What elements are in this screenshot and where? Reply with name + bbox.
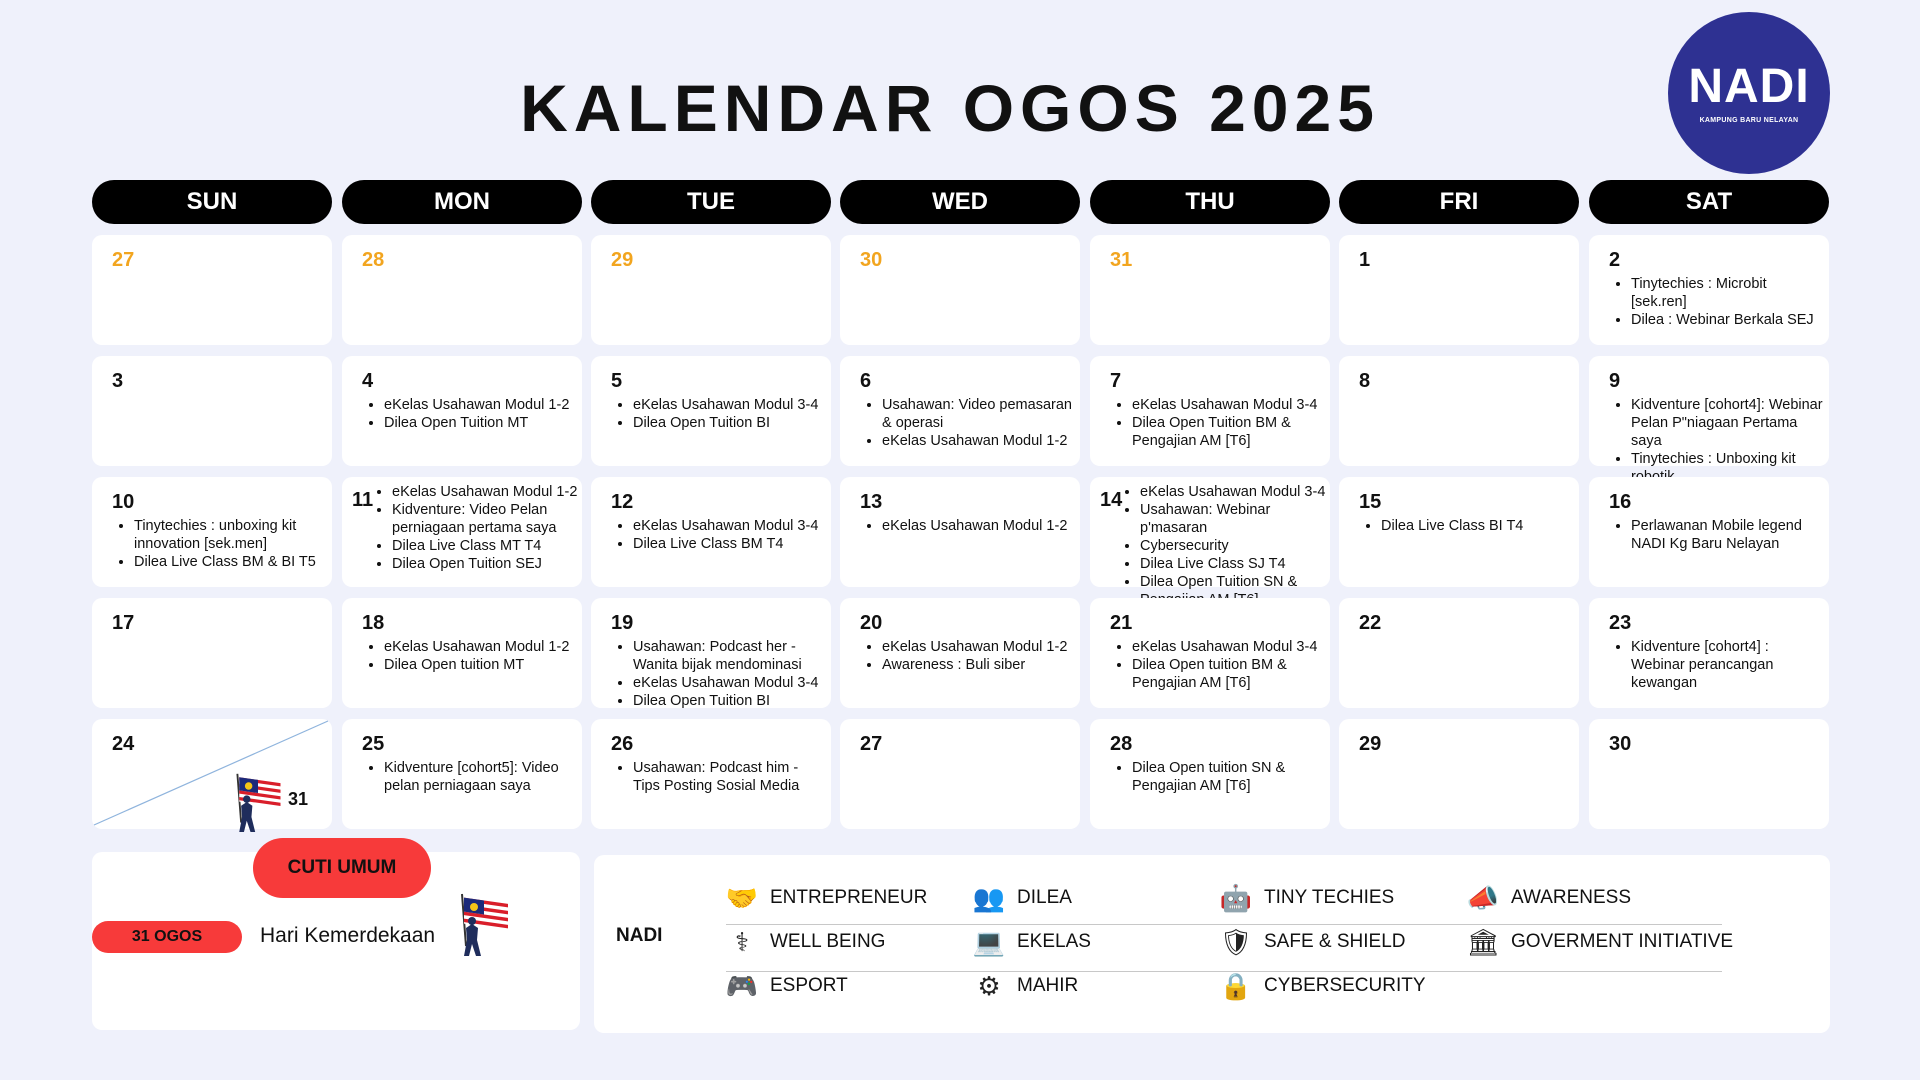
legend-item (1218, 881, 1394, 915)
event-item: • Kidventure [cohort5]: Video pelan perniagaan saya (384, 759, 578, 795)
day-number: 30 (860, 249, 883, 271)
calendar-day-cell[interactable] (342, 356, 582, 466)
event-list (619, 638, 827, 710)
calendar-day-cell[interactable] (1090, 235, 1330, 345)
day-number: 4 (362, 370, 374, 392)
calendar-day-cell[interactable] (591, 719, 831, 829)
event-list (1617, 638, 1825, 692)
day-number: 28 (362, 249, 385, 271)
day-number: 7 (1110, 370, 1122, 392)
event-item: • Dilea Open Tuition SN & (1140, 573, 1326, 609)
day-header-wed: WED (840, 180, 1080, 224)
entrepreneur-icon: 🤝 (725, 882, 759, 913)
event-list (1118, 396, 1326, 450)
event-item: • Dilea Open Tuition BI (633, 414, 827, 432)
day-header-fri: FRI (1339, 180, 1579, 224)
legend-item (724, 969, 848, 1003)
calendar-day-cell[interactable] (840, 598, 1080, 708)
day-number: 28 (1110, 733, 1133, 755)
event-item: • Kidventure [cohort4] : Webinar perancangan kewangan (1631, 638, 1825, 692)
legend-panel (594, 855, 1830, 1033)
legend-label: ESPORT (770, 975, 848, 996)
calendar-day-cell[interactable] (1589, 598, 1829, 708)
event-item: • eKelas Usahawan Modul 1-2 (384, 396, 578, 414)
legend-item (1218, 925, 1406, 959)
day-number: 10 (112, 491, 135, 513)
event-item: • Dilea Live Class BM T4 (633, 535, 827, 553)
calendar-day-cell[interactable] (1339, 356, 1579, 466)
holiday-badge: CUTI UMUM (253, 838, 431, 898)
day-number: 5 (611, 370, 623, 392)
event-list (378, 483, 578, 573)
event-item: • Usahawan: Podcast him - Tips Posting Sosial Media (633, 759, 827, 795)
legend-item (724, 881, 927, 915)
event-list (1118, 638, 1326, 692)
calendar-day-cell[interactable] (1090, 719, 1330, 829)
day-number: 31 (1110, 249, 1133, 271)
calendar-day-cell[interactable] (1589, 356, 1829, 466)
holiday-date-pill: 31 OGOS (92, 921, 242, 953)
legend-item (971, 925, 1091, 959)
calendar-day-cell[interactable] (92, 719, 332, 829)
day-number: 18 (362, 612, 385, 634)
calendar-day-cell[interactable] (92, 477, 332, 587)
event-item: • Dilea Open Tuition BM & Pengajian AM [T6] (1132, 414, 1326, 450)
day-number: 22 (1359, 612, 1382, 634)
calendar-day-cell[interactable] (840, 356, 1080, 466)
event-list (619, 759, 827, 795)
calendar-day-cell[interactable] (92, 235, 332, 345)
government-icon: 🏛 (1466, 926, 1500, 957)
event-item: • Dilea Live Class BI T4 (1381, 517, 1575, 535)
day-number: 6 (860, 370, 872, 392)
legend-label: WELL BEING (770, 931, 886, 952)
day-header-tue: TUE (591, 180, 831, 224)
calendar-day-cell[interactable] (92, 598, 332, 708)
day-number: 3 (112, 370, 124, 392)
ekelas-icon: 💻 (972, 926, 1006, 957)
calendar-day-cell[interactable] (840, 719, 1080, 829)
calendar-day-cell[interactable] (92, 356, 332, 466)
day-number: 29 (1359, 733, 1382, 755)
legend-label: ENTREPRENEUR (770, 887, 928, 908)
day-number: 30 (1609, 733, 1632, 755)
event-item: • Usahawan: Webinar p'masaran (1140, 501, 1326, 537)
event-item: • Dilea Open Tuition BI (633, 692, 827, 710)
event-item: • eKelas Usahawan Modul 1-2 (882, 517, 1076, 535)
event-list (619, 396, 827, 432)
day-number: 19 (611, 612, 634, 634)
legend-label: AWARENESS (1511, 887, 1632, 908)
calendar-day-cell[interactable] (1589, 235, 1829, 345)
day-number: 12 (611, 491, 634, 513)
event-list (1118, 759, 1326, 795)
event-item: • Dilea Open Tuition MT (384, 414, 578, 432)
calendar-day-cell[interactable] (840, 235, 1080, 345)
holiday-name: Hari Kemerdekaan (260, 924, 436, 947)
event-item: • Dilea : Webinar Berkala SEJ (1631, 311, 1825, 329)
event-item: • eKelas Usahawan Modul 3-4 (633, 674, 827, 692)
event-list (868, 396, 1076, 450)
calendar-day-cell[interactable] (1589, 719, 1829, 829)
stethoscope-icon: ⚕ (734, 926, 750, 957)
event-list (1617, 517, 1825, 553)
split-day-divider (92, 719, 332, 829)
calendar-day-cell[interactable] (591, 598, 831, 708)
calendar-day-cell[interactable] (1339, 477, 1579, 587)
event-item: • Usahawan: Video pemasaran & operasi (882, 396, 1076, 432)
legend-label: GOVERMENT INITIATIVE (1511, 931, 1734, 952)
logo-name: NADI (1688, 59, 1810, 113)
event-item: • Kidventure: Video Pelan perniagaan pertama saya (392, 501, 578, 537)
event-item: • Perlawanan Mobile legend NADI Kg Baru Nelayan (1631, 517, 1825, 553)
legend-label: SAFE & SHIELD (1264, 931, 1406, 952)
legend-label: CYBERSECURITY (1264, 975, 1426, 996)
calendar-day-cell[interactable] (342, 235, 582, 345)
calendar-day-cell[interactable] (591, 477, 831, 587)
day-number: 2 (1609, 249, 1621, 271)
day-number: 14 (1100, 489, 1123, 511)
calendar-day-cell[interactable] (840, 477, 1080, 587)
event-item: • eKelas Usahawan Modul 3-4 (633, 396, 827, 414)
day-number: 16 (1609, 491, 1632, 513)
calendar-day-cell[interactable] (342, 477, 582, 587)
malaysia-flag-icon (228, 768, 288, 834)
day-header-thu: THU (1090, 180, 1330, 224)
day-number: 13 (860, 491, 883, 513)
shield-icon: 🛡 (1219, 926, 1253, 957)
event-item: • Cybersecurity (1140, 537, 1326, 555)
event-item: • Tinytechies : Unboxing kit (1631, 450, 1825, 486)
day-number: 29 (611, 249, 634, 271)
calendar-day-cell[interactable] (342, 598, 582, 708)
legend-label: EKELAS (1017, 931, 1091, 952)
event-list (1617, 275, 1825, 329)
event-item: • Dilea Live Class BM & BI T5 (134, 553, 328, 571)
event-item: • eKelas Usahawan Modul 1-2 (384, 638, 578, 656)
megaphone-icon: 📣 (1466, 882, 1500, 913)
legend-item (971, 881, 1072, 915)
event-item: • eKelas Usahawan Modul 3-4 (633, 517, 827, 535)
day-header-sun: SUN (92, 180, 332, 224)
event-list (1367, 517, 1575, 535)
legend-item (724, 925, 885, 959)
page-title: KALENDAR OGOS 2025 (520, 71, 1380, 145)
calendar-day-cell[interactable] (591, 356, 831, 466)
logo-subtitle: KAMPUNG BARU NELAYAN (1699, 116, 1799, 124)
calendar-day-cell[interactable] (591, 235, 831, 345)
event-item: • eKelas Usahawan Modul 3-4 (1132, 396, 1326, 414)
legend-label: TINY TECHIES (1264, 887, 1395, 908)
event-item: • Tinytechies : unboxing kit innovation [sek.men] (134, 517, 328, 553)
calendar-day-cell[interactable] (1090, 598, 1330, 708)
day-number: 23 (1609, 612, 1632, 634)
event-item: • Dilea Open tuition MT (384, 656, 578, 674)
dilea-icon: 👥 (972, 882, 1006, 913)
legend-item (1465, 925, 1733, 959)
day-number: 24 (112, 733, 135, 755)
calendar-day-cell[interactable] (1090, 477, 1330, 590)
malaysia-flag-icon (452, 888, 516, 958)
legend-label: MAHIR (1017, 975, 1079, 996)
day-number: 27 (860, 733, 883, 755)
day-header-sat: SAT (1589, 180, 1829, 224)
event-item: • eKelas Usahawan Modul 1-2 (882, 432, 1076, 450)
days-of-week-header (92, 180, 1830, 224)
event-item: • Kidventure [cohort4]: Webinar Pelan P"niagaan Pertama saya (1631, 396, 1825, 450)
event-list (370, 638, 578, 674)
day-number: 9 (1609, 370, 1621, 392)
event-item: • Awareness : Buli siber (882, 656, 1076, 674)
event-item: • eKelas Usahawan Modul 3-4 (1132, 638, 1326, 656)
day-number: 15 (1359, 491, 1382, 513)
event-item: • Usahawan: Podcast her - Wanita bijak mendominasi (633, 638, 827, 674)
day-number: 17 (112, 612, 135, 634)
calendar-day-cell[interactable] (1090, 356, 1330, 466)
event-list (370, 396, 578, 432)
event-item: • Dilea Open tuition SN & Pengajian AM [T6] (1132, 759, 1326, 795)
event-list (868, 638, 1076, 674)
calendar-day-cell[interactable] (1339, 719, 1579, 829)
legend-item (1465, 881, 1631, 915)
lock-shield-icon: 🔒 (1219, 970, 1253, 1001)
event-list (1126, 483, 1326, 609)
event-item: • eKelas Usahawan Modul 3-4 (1140, 483, 1326, 501)
day-number: 25 (362, 733, 385, 755)
calendar-day-cell[interactable] (1339, 598, 1579, 708)
day-header-mon: MON (342, 180, 582, 224)
day-number: 20 (860, 612, 883, 634)
event-item: • Dilea Open Tuition SEJ (392, 555, 578, 573)
legend-item (971, 969, 1078, 1003)
nadi-logo (1668, 12, 1830, 174)
event-item: • Dilea Live Class MT T4 (392, 537, 578, 555)
calendar-day-cell[interactable] (342, 719, 582, 829)
event-list (868, 517, 1076, 535)
mahir-icon: ⚙ (977, 970, 1001, 1001)
robot-icon: 🤖 (1219, 882, 1253, 913)
event-item: • Tinytechies : Microbit [sek.ren] (1631, 275, 1825, 311)
day-number: 1 (1359, 249, 1371, 271)
day-number: 27 (112, 249, 135, 271)
calendar-day-cell[interactable] (1339, 235, 1579, 345)
day-number: 26 (611, 733, 634, 755)
day-number: 21 (1110, 612, 1133, 634)
calendar-day-cell[interactable] (1589, 477, 1829, 587)
event-list (370, 759, 578, 795)
event-list (120, 517, 328, 571)
legend-title: NADI (616, 925, 663, 946)
event-item: • Dilea Live Class SJ T4 (1140, 555, 1326, 573)
event-item: • Dilea Open tuition BM & Pengajian AM [T6] (1132, 656, 1326, 692)
day-number: 8 (1359, 370, 1371, 392)
event-item: • eKelas Usahawan Modul 1-2 (882, 638, 1076, 656)
legend-label: DILEA (1017, 887, 1072, 908)
split-day-number: 31 (288, 789, 309, 809)
event-list (619, 517, 827, 553)
gamepad-icon: 🎮 (725, 970, 759, 1001)
day-number: 11 (352, 489, 374, 511)
event-item: • eKelas Usahawan Modul 1-2 (392, 483, 578, 501)
legend-item (1218, 969, 1426, 1003)
